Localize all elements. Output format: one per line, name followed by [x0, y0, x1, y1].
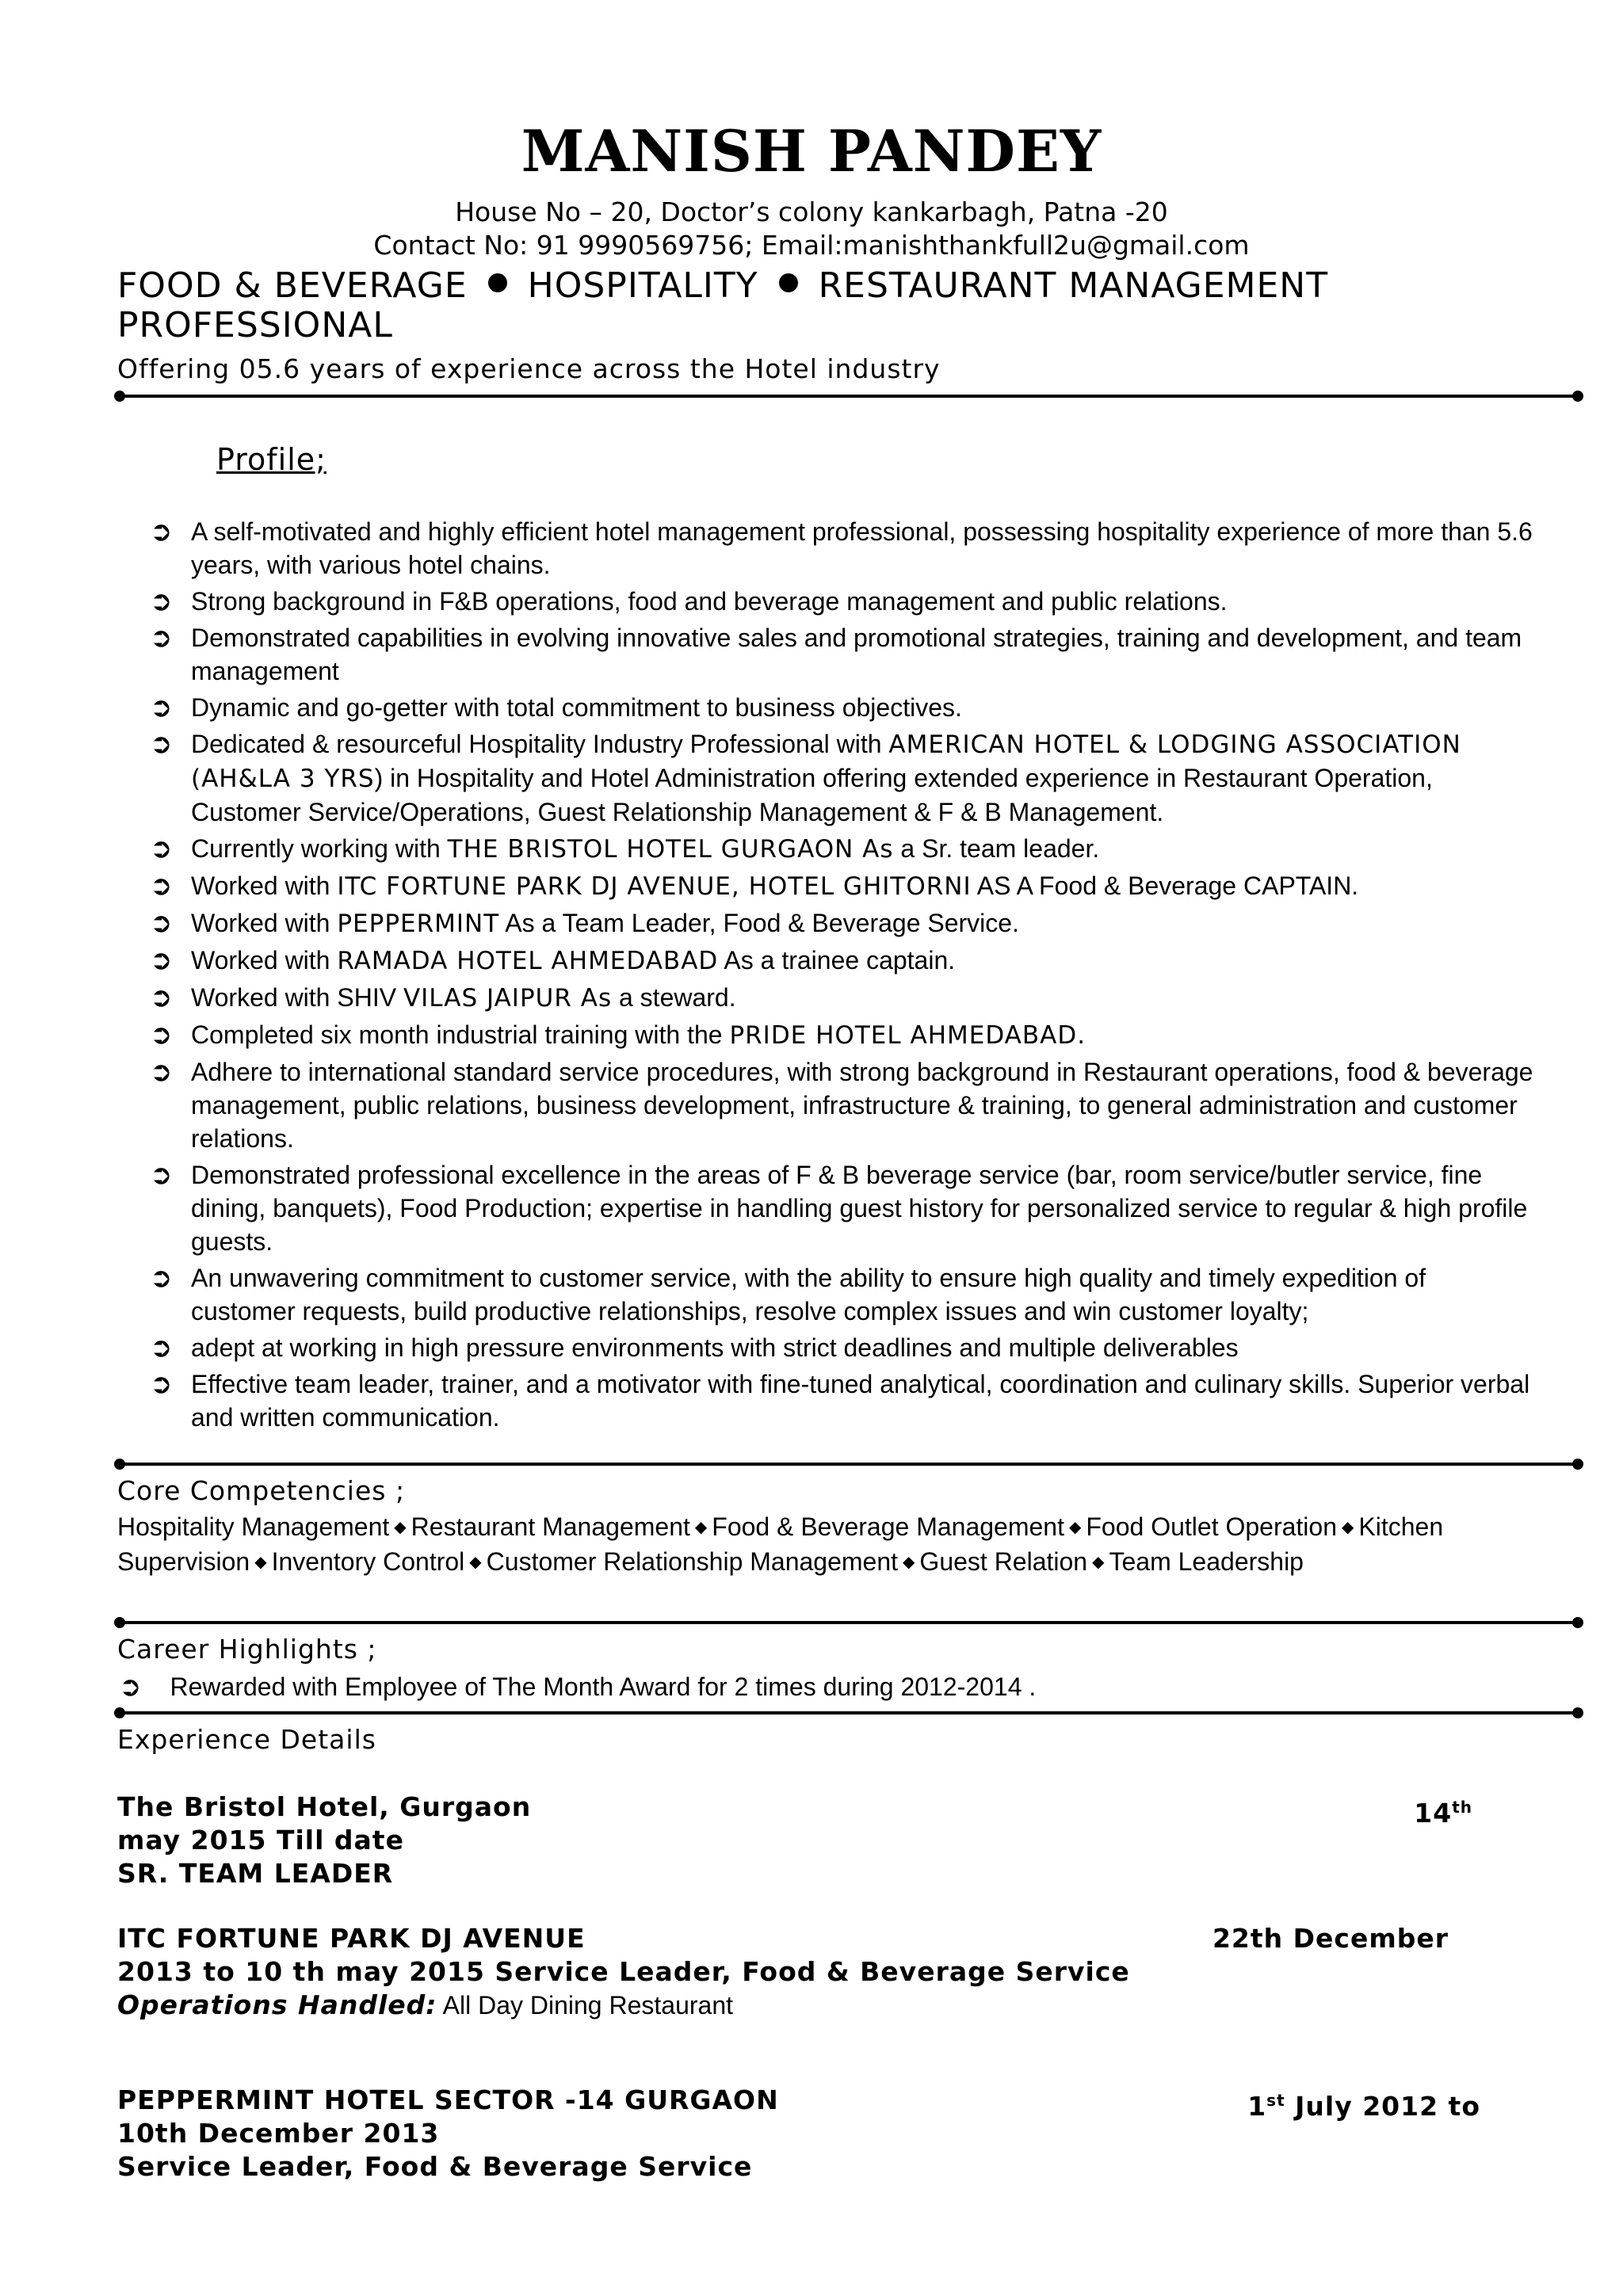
competency-item: Inventory Control [271, 1547, 465, 1576]
headline-part: HOSPITALITY [527, 265, 758, 306]
diamond-separator-icon: ◆ [469, 1554, 482, 1571]
experience-summary: Offering 05.6 years of experience across the Hotel industry [117, 353, 941, 384]
competency-item: Food & Beverage Management [712, 1512, 1064, 1541]
arrow-bullet-icon: ➲ [150, 1262, 173, 1294]
profile-item: ➲ Adhere to international standard service procedures, with strong background in Restaurant operations, food & beverage management, public relations, business development, infrastructure & training, to general administration and customer relations. [150, 1056, 1533, 1153]
section-divider [119, 395, 1579, 398]
job-period: may 2015 Till date [117, 1825, 404, 1855]
competency-item: Team Leadership [1109, 1547, 1304, 1576]
job-entry [117, 1922, 1480, 2022]
job-period: 2013 to 10 th may 2015 Service Leader, Food & Beverage Service [117, 1956, 1130, 1987]
candidate-name: MANISH PANDEY [521, 117, 1102, 185]
job-operations: Operations Handled: All Day Dining Restaurant [117, 1989, 734, 2020]
profile-list [150, 515, 1533, 1437]
bullet-dot-icon [779, 273, 798, 292]
profile-item: ➲ Dynamic and go-getter with total commitment to business objectives. [150, 692, 962, 723]
profile-item: ➲ Dedicated & resourceful Hospitality Industry Professional with AMERICAN HOTEL & LODGING ASSOCIATION (AH&LA 3 YRS) in Hospitality and Hotel Administration offering extended experience in Restaurant Operation, Customer Service/Operations, Guest Relationship Management & F & B Management. [150, 728, 1461, 826]
headline-part: FOOD & BEVERAGE [117, 265, 468, 306]
core-competencies-heading: Core Competencies ; [117, 1475, 406, 1506]
diamond-separator-icon: ◆ [694, 1519, 708, 1536]
arrow-bullet-icon: ➲ [150, 585, 173, 617]
job-company: PEPPERMINT HOTEL SECTOR -14 GURGAON [117, 2084, 779, 2115]
contact-line: Contact No: 91 9990569756; Email:manishthankfull2u@gmail.com [373, 230, 1250, 261]
profile-heading: Profile; [216, 442, 327, 477]
arrow-bullet-icon: ➲ [119, 1671, 142, 1703]
job-company: The Bristol Hotel, Gurgaon [117, 1791, 532, 1822]
arrow-bullet-icon: ➲ [150, 692, 173, 723]
diamond-separator-icon: ◆ [1342, 1519, 1354, 1536]
profile-item: ➲ Effective team leader, trainer, and a motivator with fine-tuned analytical, coordination and culinary skills. Superior verbal and written communication. [150, 1368, 1530, 1432]
job-date: 14th [1414, 1798, 1472, 1829]
job-title: SR. TEAM LEADER [117, 1858, 394, 1889]
profile-item: ➲ An unwavering commitment to customer service, with the ability to ensure high quality and timely expedition of customer requests, build productive relationships, resolve complex issues and win customer loyalty; [150, 1262, 1426, 1325]
section-divider [119, 1621, 1579, 1624]
arrow-bullet-icon: ➲ [150, 622, 173, 654]
competency-item: Restaurant Management [411, 1512, 690, 1541]
competency-item: Customer Relationship Management [486, 1547, 899, 1576]
diamond-separator-icon: ◆ [254, 1554, 267, 1571]
arrow-bullet-icon: ➲ [150, 1056, 173, 1088]
arrow-bullet-icon: ➲ [150, 870, 173, 902]
profile-item: ➲ A self-motivated and highly efficient hotel management professional, possessing hospitality experience of more than 5.6 years, with various hotel chains. [150, 516, 1533, 579]
job-period: 10th December 2013 [117, 2118, 440, 2149]
arrow-bullet-icon: ➲ [150, 1019, 173, 1051]
job-date: 22th December [1212, 1923, 1449, 1954]
competency-item: Hospitality Management [117, 1512, 390, 1541]
section-divider [119, 1463, 1579, 1466]
profile-item: ➲ Currently working with THE BRISTOL HOTEL GURGAON As a Sr. team leader. [150, 833, 1100, 864]
profile-item: ➲ Demonstrated professional excellence in the areas of F & B beverage service (bar, room service/butler service, fine dining, banquets), Food Production; expertise in handling guest history for personalized service to regular & high profile guests. [150, 1159, 1528, 1256]
profile-item: ➲ Worked with SHIV VILAS JAIPUR As a steward. [150, 982, 736, 1013]
job-company: ITC FORTUNE PARK DJ AVENUE [117, 1923, 586, 1954]
arrow-bullet-icon: ➲ [150, 833, 173, 864]
arrow-bullet-icon: ➲ [150, 1332, 173, 1363]
career-highlight-item: ➲ Rewarded with Employee of The Month Award for 2 times during 2012-2014 . [119, 1671, 1037, 1703]
headline-part: RESTAURANT MANAGEMENT PROFESSIONAL [117, 265, 1329, 345]
job-entry [117, 1791, 1480, 1890]
profile-item: ➲ adept at working in high pressure environments with strict deadlines and multiple deliverables [150, 1332, 1239, 1363]
profile-item: ➲ Worked with ITC FORTUNE PARK DJ AVENUE, HOTEL GHITORNI AS A Food & Beverage CAPTAIN. [150, 870, 1359, 902]
competency-item: Kitchen Supervision [117, 1512, 1444, 1576]
profile-item: ➲ Demonstrated capabilities in evolving innovative sales and promotional strategies, training and development, and team management [150, 622, 1522, 685]
career-highlights-heading: Career Highlights ; [117, 1634, 377, 1665]
diamond-separator-icon: ◆ [1092, 1554, 1105, 1571]
profile-item: ➲ Completed six month industrial training with the PRIDE HOTEL AHMEDABAD. [150, 1019, 1086, 1051]
diamond-separator-icon: ◆ [903, 1554, 915, 1571]
profile-item: ➲ Strong background in F&B operations, food and beverage management and public relations. [150, 585, 1228, 617]
arrow-bullet-icon: ➲ [150, 1368, 173, 1400]
address: House No – 20, Doctor’s colony kankarbagh, Patna -20 [455, 196, 1168, 227]
headline [117, 266, 1465, 345]
core-competencies-list [117, 1510, 1512, 1580]
section-divider [119, 1711, 1579, 1714]
job-title: Service Leader, Food & Beverage Service [117, 2151, 753, 2182]
competency-item: Guest Relation [919, 1547, 1088, 1576]
arrow-bullet-icon: ➲ [150, 944, 173, 976]
arrow-bullet-icon: ➲ [150, 982, 173, 1013]
profile-item: ➲ Worked with RAMADA HOTEL AHMEDABAD As a trainee captain. [150, 944, 956, 976]
bullet-dot-icon [488, 273, 507, 292]
diamond-separator-icon: ◆ [1068, 1519, 1082, 1536]
diamond-separator-icon: ◆ [394, 1519, 407, 1536]
profile-item: ➲ Worked with PEPPERMINT As a Team Leader, Food & Beverage Service. [150, 907, 1019, 939]
job-date: 1st July 2012 to [1247, 2091, 1480, 2122]
job-entry [117, 2084, 1480, 2183]
arrow-bullet-icon: ➲ [150, 1159, 173, 1191]
arrow-bullet-icon: ➲ [150, 516, 173, 547]
arrow-bullet-icon: ➲ [150, 728, 173, 760]
experience-heading: Experience Details [117, 1724, 376, 1755]
arrow-bullet-icon: ➲ [150, 907, 173, 939]
competency-item: Food Outlet Operation [1086, 1512, 1337, 1541]
